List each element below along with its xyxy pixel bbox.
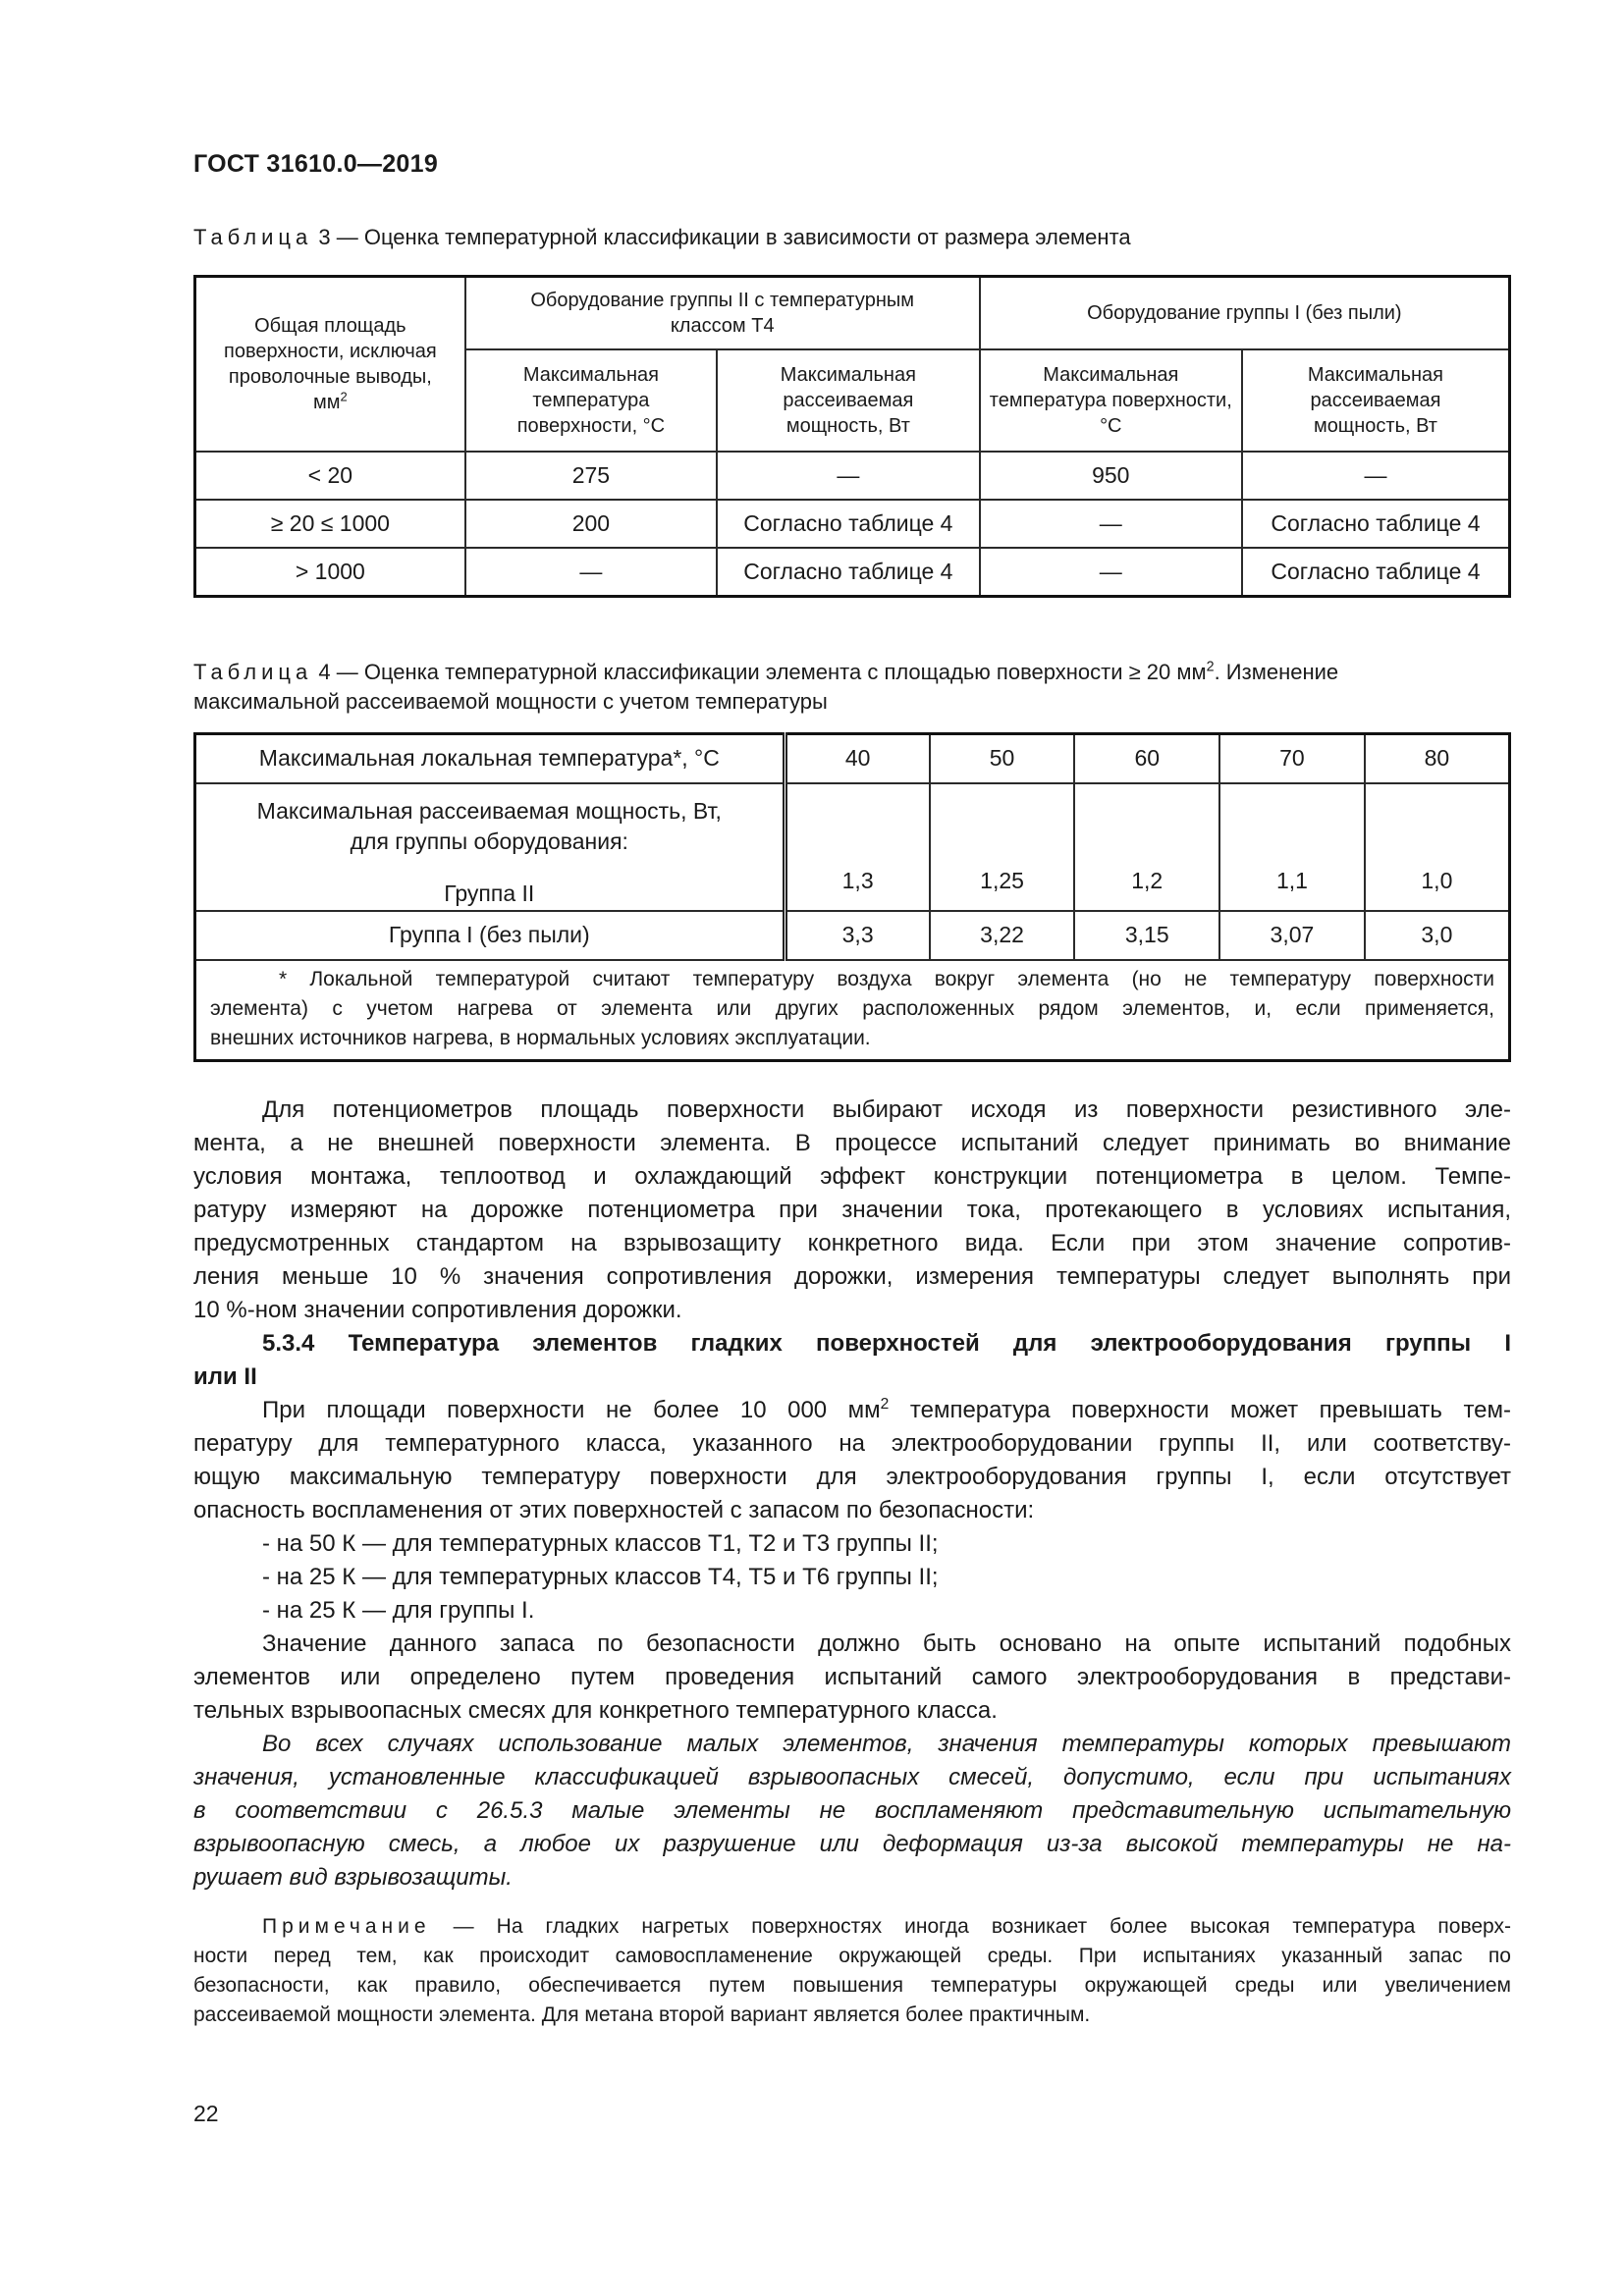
table-row bbox=[195, 500, 1510, 548]
table-cell: 1,0 bbox=[1365, 783, 1510, 911]
table-cell: 950 bbox=[980, 452, 1242, 500]
table3-max-power-header: Максимальная рассеиваемая мощность, Вт bbox=[1242, 349, 1510, 452]
table4-caption-text-2: . Изменение bbox=[1214, 660, 1339, 684]
table4-caption-text: 4 — Оценка температурной классификации элемента с площадью поверхности ≥ 20 мм bbox=[312, 660, 1207, 684]
table-cell: 1,1 bbox=[1219, 783, 1365, 911]
table-row bbox=[195, 548, 1510, 597]
table4-power-label: Максимальная рассеиваемая мощность, Вт, для группы оборудования: Группа II bbox=[195, 783, 785, 911]
table4-caption-sup: 2 bbox=[1206, 659, 1215, 675]
table-cell: ≥ 20 ≤ 1000 bbox=[195, 500, 465, 548]
list-item: - на 25 К — для температурных классов Т4, Т5 и Т6 группы II; bbox=[262, 1564, 939, 1590]
table-cell: Согласно таблице 4 bbox=[1242, 548, 1510, 597]
table-cell: 50 bbox=[930, 734, 1075, 783]
table-cell: — bbox=[980, 548, 1242, 597]
table-row bbox=[195, 960, 1510, 1061]
paragraph-safety-margin: Значение данного запаса по безопасности должно быть основано на опыте испытаний подобных элементов или определено путем проведения испытаний самого электрооборудования в представи- тельных взрывоопасных смесях для конкретного температурного класса. bbox=[193, 1630, 1511, 1724]
table-cell: 70 bbox=[1219, 734, 1365, 783]
table3-max-temp-header: Максимальная температура поверхности, °С bbox=[980, 349, 1242, 452]
table-cell: > 1000 bbox=[195, 548, 465, 597]
table-cell: 275 bbox=[465, 452, 717, 500]
table4-footnote: * Локальной температурой считают температуру воздуха вокруг элемента (но не температуру поверхности элемента) с учетом нагрева от элемента или других расположенных рядом элементов, и, если применяется, внешних источников нагрева, в нормальных условиях эксплуатации. bbox=[195, 960, 1510, 1061]
table-cell: 3,0 bbox=[1365, 911, 1510, 960]
table-cell: 3,15 bbox=[1074, 911, 1219, 960]
table-cell: — bbox=[980, 500, 1242, 548]
table3-group-i-header: Оборудование группы I (без пыли) bbox=[980, 277, 1510, 349]
table4-caption bbox=[193, 658, 1509, 717]
list-item: - на 50 К — для температурных классов Т1, Т2 и Т3 группы II; bbox=[262, 1530, 939, 1557]
list-item: - на 25 К — для группы I. bbox=[262, 1597, 535, 1624]
table4 bbox=[193, 732, 1511, 1062]
document-header: ГОСТ 31610.0—2019 bbox=[193, 150, 439, 178]
table-cell: 60 bbox=[1074, 734, 1219, 783]
table3 bbox=[193, 275, 1511, 598]
table3-max-power-header: Максимальная рассеиваемая мощность, Вт bbox=[717, 349, 980, 452]
page-number: 22 bbox=[193, 2101, 219, 2126]
table3-area-header: Общая площадь поверхности, исключая проволочные выводы, $мм^2$ bbox=[195, 277, 465, 452]
table3-group-ii-header: Оборудование группы II с температурным классом Т4 bbox=[465, 277, 980, 349]
table-cell: Согласно таблице 4 bbox=[717, 548, 980, 597]
table-cell: — bbox=[1242, 452, 1510, 500]
table3-caption bbox=[193, 223, 1509, 252]
table-cell: 3,22 bbox=[930, 911, 1075, 960]
table-cell: Согласно таблице 4 bbox=[1242, 500, 1510, 548]
table-cell: 3,3 bbox=[785, 911, 930, 960]
table4-group-ii-label: Группа II bbox=[444, 880, 535, 906]
table-cell: 200 bbox=[465, 500, 717, 548]
table4-group-i-label: Группа I (без пыли) bbox=[195, 911, 785, 960]
table-row bbox=[195, 452, 1510, 500]
table3-max-temp-header: Максимальная температура поверхности, °С bbox=[465, 349, 717, 452]
note-block: Примечание — На гладких нагретых поверхностях иногда возникает более высокая температура поверх- ности перед тем, как происходит самовоспламенение окружающей среды. При испытаниях указанный запас по безопасности, как правило, обеспечивается путем повышения температуры окружающей среды или увеличением рассеиваемой мощности элемента. Для метана второй вариант является более практичным. bbox=[193, 1915, 1511, 2026]
table-cell: 40 bbox=[785, 734, 930, 783]
table-cell: 1,25 bbox=[930, 783, 1075, 911]
paragraph-potentiometers: Для потенциометров площадь поверхности выбирают исходя из поверхности резистивного эле- мента, а не внешней поверхности элемента. В процессе испытаний следует принимать во внимание условия монтажа, теплоотвод и охлаждающий эффект конструкции потенциометра в целом. Темпе- ратуру измеряют на дорожке потенциометра при значении тока, протекающего в условиях испытания, предусмотренных стандартом на взрывозащиту конкретного вида. Если при этом значение сопротив- ления меньше 10 % значения сопротивления дорожки, измерения температуры следует выполнять при 10 %-ном значении сопротивления дорожки. bbox=[193, 1096, 1511, 1323]
table-cell: — bbox=[717, 452, 980, 500]
table-cell: 1,3 bbox=[785, 783, 930, 911]
table-cell: 1,2 bbox=[1074, 783, 1219, 911]
table-row bbox=[195, 734, 1510, 783]
table-row bbox=[195, 783, 1510, 911]
table-cell: 80 bbox=[1365, 734, 1510, 783]
table4-caption-line-2: максимальной рассеиваемой мощности с учетом температуры bbox=[193, 689, 828, 714]
table3-caption-word: Таблица bbox=[193, 225, 313, 249]
table4-caption-word: Таблица bbox=[193, 660, 313, 684]
table-cell: — bbox=[465, 548, 717, 597]
paragraph-surface-area: При площади поверхности не более 10 000 $мм^2$ температура поверхности может превышать тем- пературу для температурного класса, указанного на электрооборудовании группы II, или соответству- ющую максимальную температуру поверхности для электрооборудования группы I, если отсутствует опасность воспламенения от этих поверхностей с запасом по безопасности: bbox=[193, 1396, 1512, 1523]
table-cell: Согласно таблице 4 bbox=[717, 500, 980, 548]
table-cell: < 20 bbox=[195, 452, 465, 500]
table-row bbox=[195, 911, 1510, 960]
note-label: Примечание bbox=[262, 1915, 431, 1938]
paragraph-small-elements: Во всех случаях использование малых элементов, значения температуры которых превышают значения, установленные классификацией взрывоопасных смесей, допустимо, если при испытаниях в соответствии с 26.5.3 малые элементы не воспламеняют представительную испытательную взрывоопасную смесь, а любое их разрушение или деформация из-за высокой температуры не на- рушает вид взрывозащиты. bbox=[193, 1731, 1511, 1891]
table-cell: 3,07 bbox=[1219, 911, 1365, 960]
table4-temp-label: Максимальная локальная температура*, °С bbox=[195, 734, 785, 783]
section-heading: 5.3.4 Температура элементов гладких поверхностей для электрооборудования группы I или II bbox=[193, 1330, 1511, 1390]
margin-list bbox=[193, 1527, 1511, 1628]
table3-caption-text: 3 — Оценка температурной классификации в зависимости от размера элемента bbox=[312, 225, 1131, 249]
